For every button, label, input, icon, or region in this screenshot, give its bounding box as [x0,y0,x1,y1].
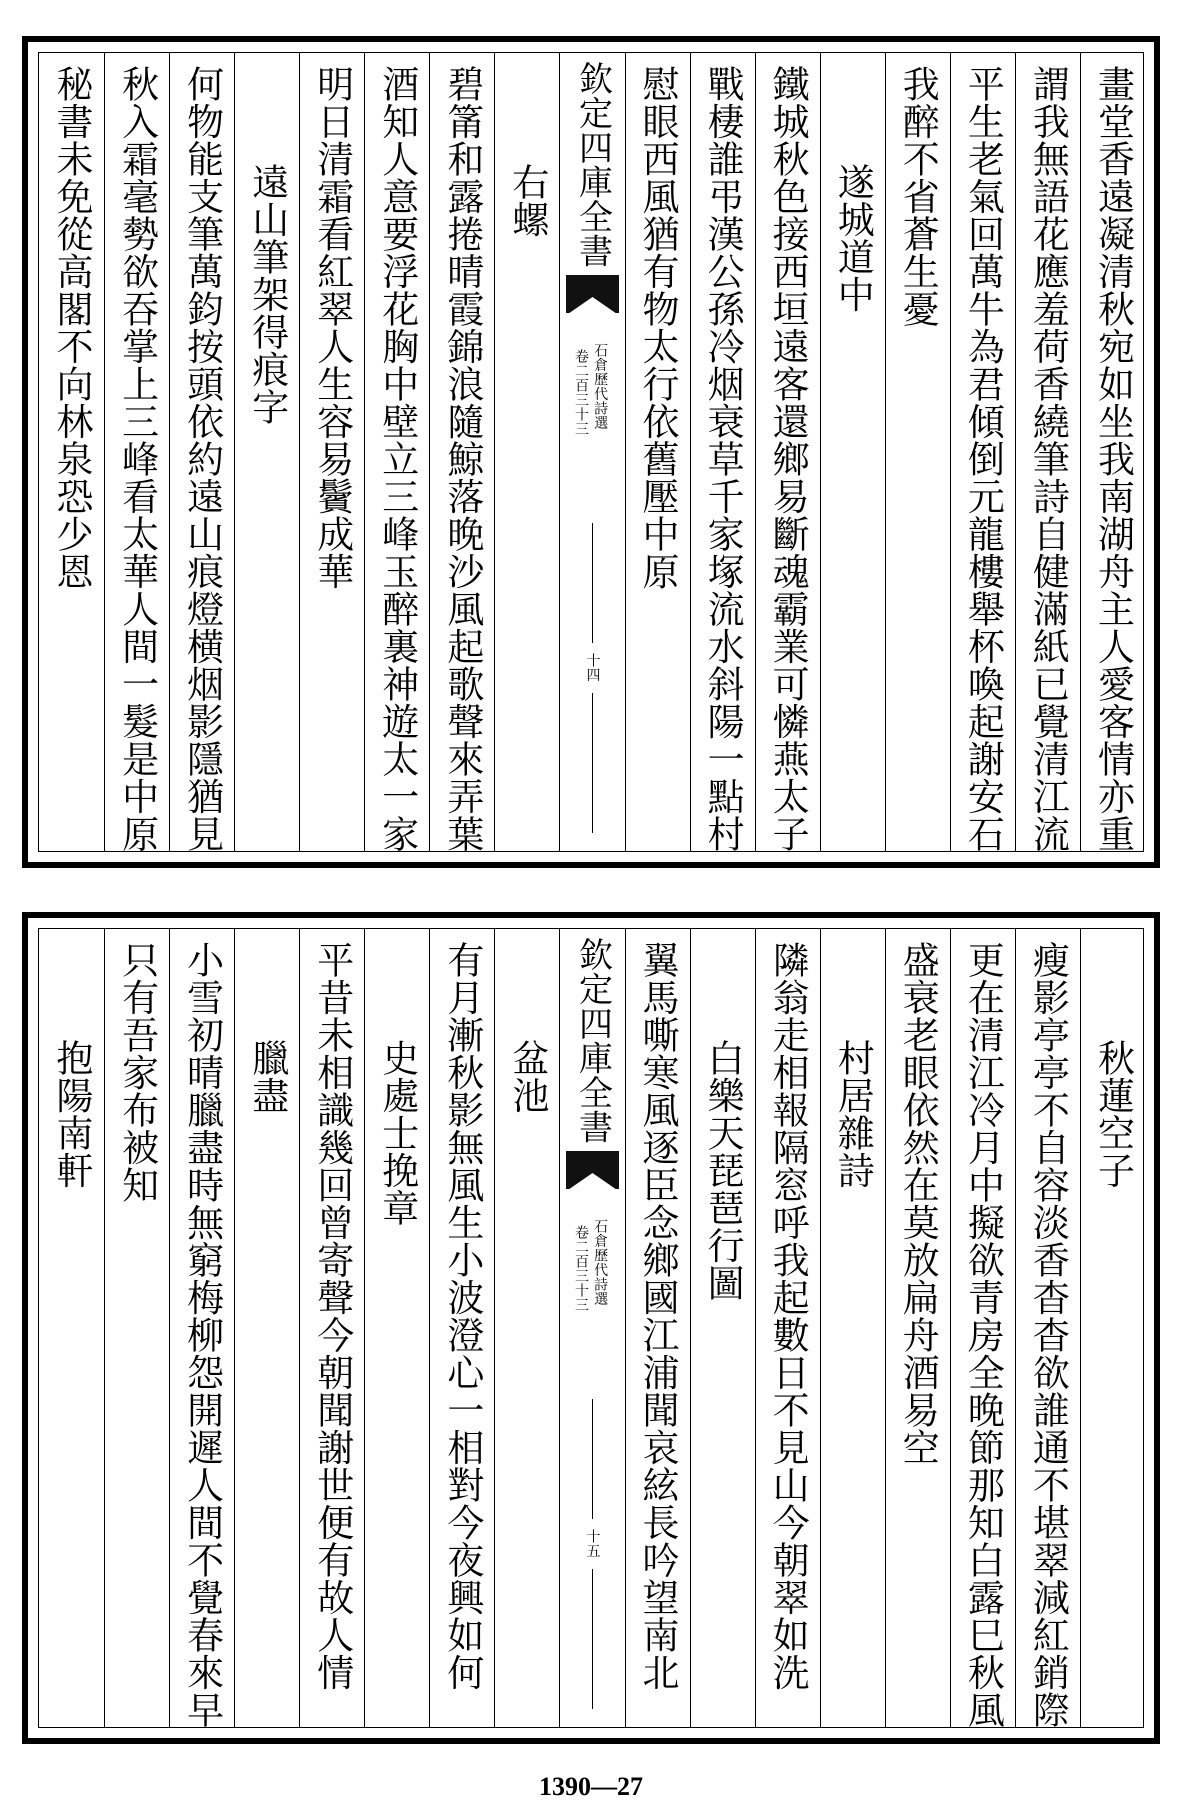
poem-title-column [234,53,299,851]
gutter-rule [592,523,593,643]
poem-title: 秋蓮空子 [1091,1039,1135,1189]
poem-line: 碧筩和露捲晴霞錦浪隨鯨落晚沙風起歌聲來弄葉 [440,65,484,853]
gutter-rule [592,1569,593,1709]
fish-tail-ornament [566,1151,618,1189]
poem-title-column [39,929,104,1727]
top-page-columns [38,52,1144,852]
poem-line-column [1015,929,1080,1727]
bottom-page-frame [22,912,1160,1744]
poem-title-column [820,929,885,1727]
poem-title-column [820,53,885,851]
gutter-rule [592,693,593,833]
poem-line: 小雪初晴臘盡時無窮梅柳怨開遲人間不覺春來早 [180,941,224,1729]
poem-title-column [690,929,755,1727]
poem-line-column [1080,53,1145,851]
poem-title-column [494,53,559,851]
poem-line-column [755,53,820,851]
anthology-title: 石倉歷代詩選 [592,1219,609,1306]
bottom-page-columns [38,928,1144,1728]
poem-title: 右螺 [505,163,549,238]
book-title: 欽定四庫全書 [572,61,613,268]
poem-line: 瘦影亭亭不自容淡香杳杳欲誰通不堪翠減紅銷際 [1026,941,1070,1729]
poem-line-column [950,53,1015,851]
fish-tail-ornament [566,275,618,313]
poem-line: 秋入霜毫勢欲吞掌上三峰看太華人間一髮是中原 [115,65,159,853]
top-page-frame [22,36,1160,868]
poem-title: 遂城道中 [831,163,875,313]
poem-line-column [885,929,950,1727]
poem-line-column [690,53,755,851]
poem-line: 平生老氣回萬牛為君傾倒元龍樓舉杯喚起謝安石 [961,65,1005,853]
poem-line-column [755,929,820,1727]
poem-title: 遠山筆架得痕字 [245,163,289,426]
poem-line-column [429,929,494,1727]
poem-line: 酒知人意要浮花胸中壁立三峰玉醉裏神遊太一家 [375,65,419,853]
poem-title: 抱陽南軒 [50,1039,94,1189]
poem-line-column [625,53,690,851]
folio-number: 十四 [584,653,601,682]
poem-line: 我醉不省蒼生憂 [896,65,940,328]
poem-title: 史處士挽章 [375,1039,419,1227]
gutter-rule [592,1399,593,1519]
poem-line: 只有吾家布被知 [115,941,159,1204]
poem-title: 白樂天琵琶行圖 [701,1039,745,1302]
poem-title-column [1080,929,1145,1727]
poem-line: 翼馬嘶寒風逐臣念鄉國江浦聞哀絃長吟望南北 [636,941,680,1691]
poem-line-column [429,53,494,851]
poem-line: 隣翁走相報隔窓呼我起數日不見山今朝翠如洗 [766,941,810,1691]
poem-line: 畫堂香遠凝清秋宛如坐我南湖舟主人愛客情亦重 [1091,65,1135,853]
poem-line: 平昔未相識幾回曾寄聲今朝聞謝世便有故人情 [310,941,354,1691]
page-number: 1390—27 [539,1772,643,1801]
poem-line-column [39,53,104,851]
poem-line: 明日清霜看紅翠人生容易鬢成華 [310,65,354,590]
poem-line: 秘書未免從高閣不向林泉恐少恩 [50,65,94,590]
poem-title-column [234,929,299,1727]
poem-line-column [1015,53,1080,851]
poem-line: 謂我無語花應羞荷香繞筆詩自健滿紙已覺清江流 [1026,65,1070,853]
folio-number: 十五 [584,1529,601,1558]
poem-line-column [625,929,690,1727]
poem-line: 慰眼西風猶有物太行依舊壓中原 [636,65,680,590]
poem-line-column [950,929,1015,1727]
poem-line: 更在清江冷月中擬欲青房全晚節那知白露巳秋風 [961,941,1005,1729]
poem-title-column [364,929,429,1727]
anthology-title: 石倉歷代詩選 [592,343,609,430]
book-gutter [559,53,624,851]
book-title: 欽定四庫全書 [572,937,613,1144]
poem-title: 臘盡 [245,1039,289,1114]
poem-line-column [885,53,950,851]
poem-line-column [364,53,429,851]
poem-line-column [169,929,234,1727]
poem-line-column [299,53,364,851]
poem-title: 盆池 [505,1039,549,1114]
book-gutter [559,929,624,1727]
volume-number: 卷二百三十三 [572,349,589,436]
poem-line: 戰棲誰弔漢公孫冷烟衰草千家塚流水斜陽一點村 [701,65,745,853]
poem-line-column [104,53,169,851]
poem-line: 有月漸秋影無風生小波澄心一相對今夜興如何 [440,941,484,1691]
poem-line-column [299,929,364,1727]
poem-line-column [169,53,234,851]
poem-line: 何物能支筆萬鈞按頭依約遠山痕燈横烟影隱猶見 [180,65,224,853]
poem-title-column [494,929,559,1727]
poem-line: 盛衰老眼依然在莫放扁舟酒易空 [896,941,940,1466]
poem-line: 鐵城秋色接西垣遠客還鄉易斷魂霸業可憐燕太子 [766,65,810,853]
poem-line-column [104,929,169,1727]
poem-title: 村居雜詩 [831,1039,875,1189]
volume-number: 卷二百三十三 [572,1225,589,1312]
